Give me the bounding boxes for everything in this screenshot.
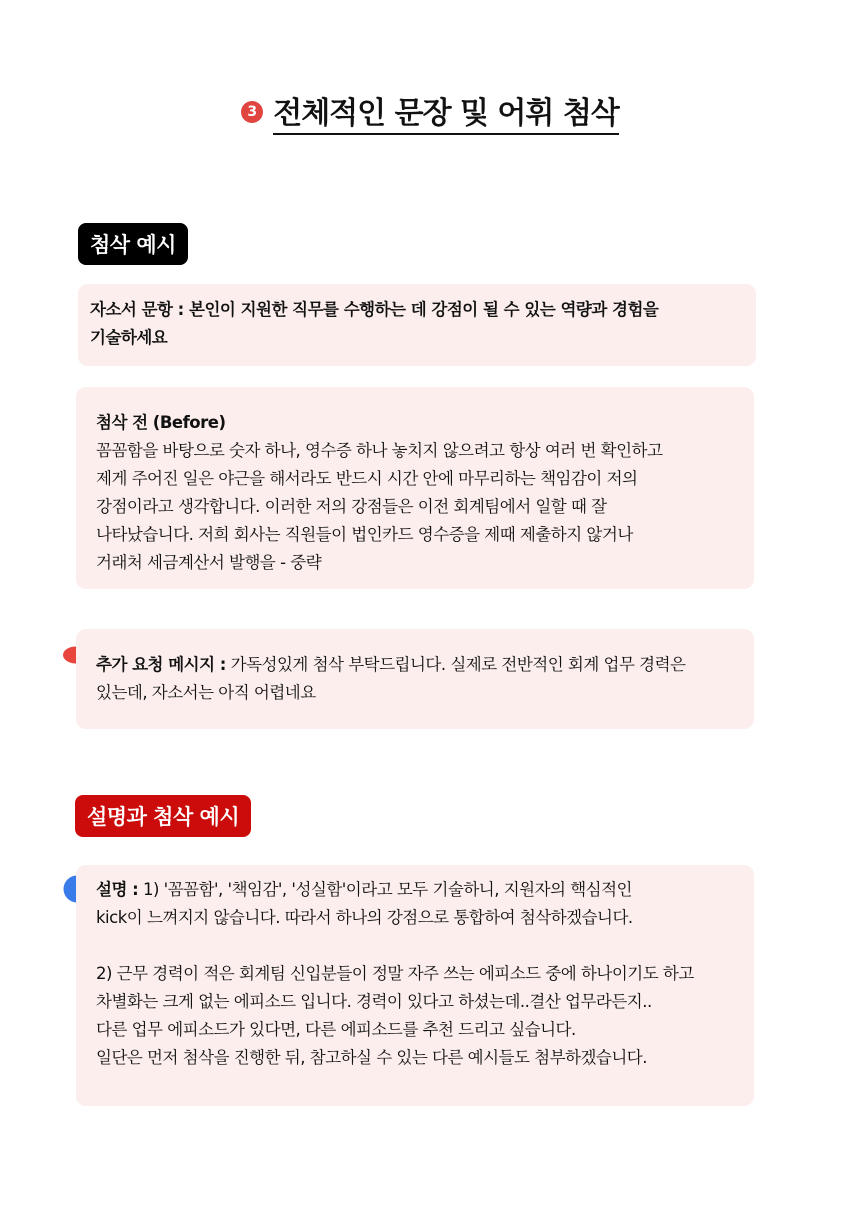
question-line-1: 자소서 문항 : 본인이 지원한 직무를 수행하는 데 강점이 될 수 있는 역량과 경험을 bbox=[90, 300, 659, 319]
before-box bbox=[76, 387, 754, 589]
before-line: 나타났습니다. 저희 회사는 직원들이 법인카드 영수증을 제때 제출하지 않거나 bbox=[96, 525, 633, 544]
question-label: 자소서 문항 : bbox=[90, 300, 184, 319]
explanation-line: 2) 근무 경력이 적은 회계팀 신입분들이 정말 자주 쓰는 에피소드 중에 하나이기도 하고 bbox=[96, 964, 694, 983]
request-box bbox=[76, 629, 754, 729]
explanation-line: 설명 : 1) '꼼꼼함', '책임감', '성실함'이라고 모두 기술하니, 지원자의 핵심적인 bbox=[96, 880, 632, 899]
request-line-1: 추가 요청 메시지 : 가독성있게 첨삭 부탁드립니다. 실제로 전반적인 회계 업무 경력은 bbox=[96, 655, 686, 674]
explanation-tag: 설명과 첨삭 예시 bbox=[75, 795, 251, 837]
before-heading: 첨삭 전 (Before) bbox=[96, 413, 226, 432]
before-line: 강점이라고 생각합니다. 이러한 저의 강점들은 이전 회계팀에서 일할 때 잘 bbox=[96, 497, 607, 516]
before-line: 제게 주어진 일은 야근을 해서라도 반드시 시간 안에 마무리하는 책임감이 저의 bbox=[96, 469, 638, 488]
explanation-line: 다른 업무 에피소드가 있다면, 다른 에피소드를 추천 드리고 싶습니다. bbox=[96, 1020, 576, 1039]
page-title-text: 전체적인 문장 및 어휘 첨삭 bbox=[273, 88, 619, 135]
page-title bbox=[241, 88, 619, 135]
spacer bbox=[96, 932, 734, 960]
explanation-line: 일단은 먼저 첨삭을 진행한 뒤, 참고하실 수 있는 다른 예시들도 첨부하겠습니다. bbox=[96, 1048, 647, 1067]
page-header bbox=[0, 88, 860, 135]
request-label: 추가 요청 메시지 : bbox=[96, 655, 226, 674]
question-line-2: 기술하세요 bbox=[90, 328, 168, 347]
circled-number-badge: 3 bbox=[241, 101, 263, 123]
request-line-2: 있는데, 자소서는 아직 어렵네요 bbox=[96, 683, 316, 702]
question-box bbox=[78, 284, 756, 366]
explanation-line: 차별화는 크게 없는 에피소드 입니다. 경력이 있다고 하셨는데..결산 업무라든지.. bbox=[96, 992, 652, 1011]
explanation-line: kick이 느껴지지 않습니다. 따라서 하나의 강점으로 통합하여 첨삭하겠습니다. bbox=[96, 908, 633, 927]
explanation-label: 설명 : bbox=[96, 880, 139, 899]
before-line: 꼼꼼함을 바탕으로 숫자 하나, 영수증 하나 놓치지 않으려고 항상 여러 번 확인하고 bbox=[96, 441, 663, 460]
before-line: 거래처 세금계산서 발행을 - 중략 bbox=[96, 553, 322, 572]
example-tag: 첨삭 예시 bbox=[78, 223, 188, 265]
explanation-box bbox=[76, 865, 754, 1106]
